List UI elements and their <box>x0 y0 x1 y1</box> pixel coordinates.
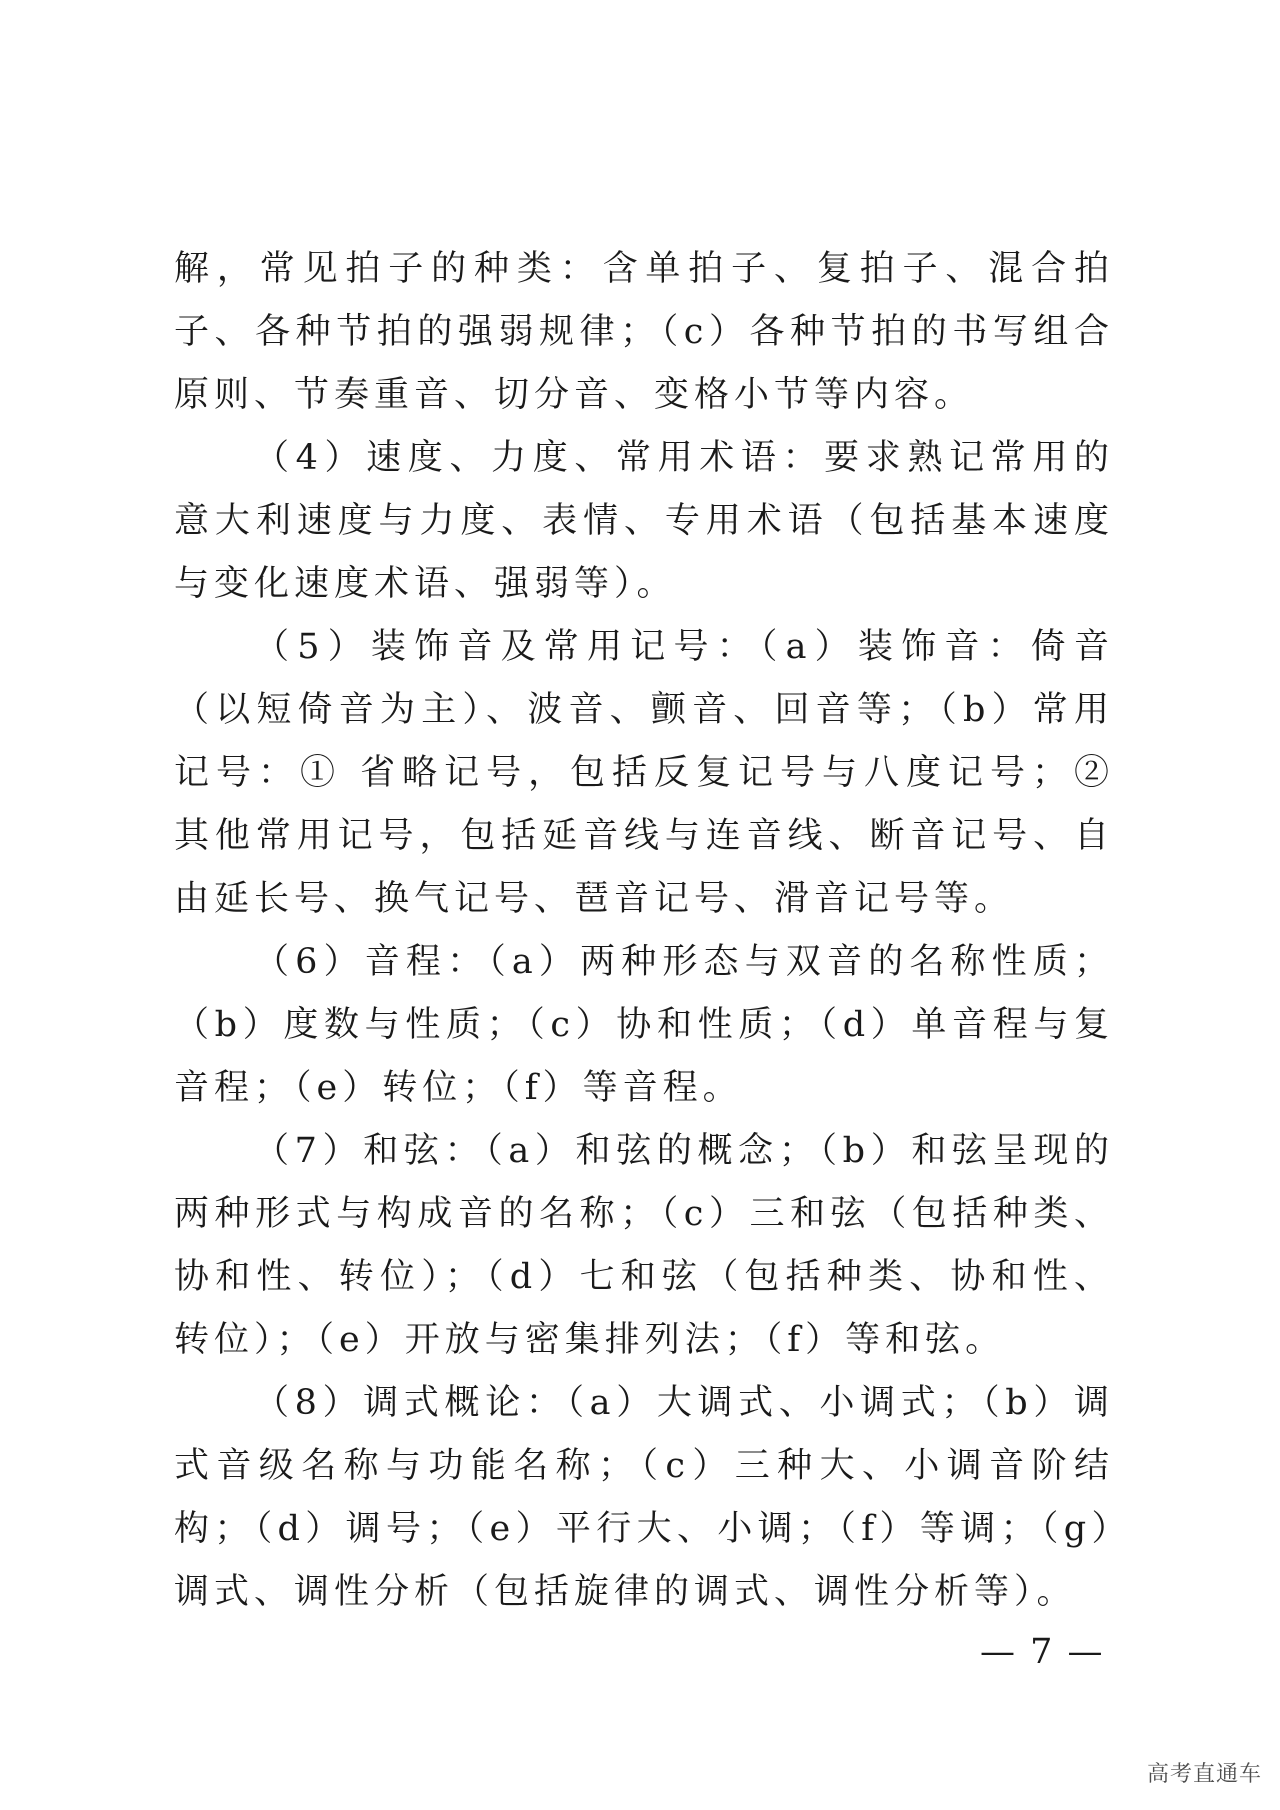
watermark: 高考直通车 <box>1146 1762 1262 1787</box>
paragraph-5-ornaments-symbols: （5）装饰音及常用记号：（a）装饰音：倚音（以短倚音为主）、波音、颤音、回音等；（b）常用记号：① 省略记号，包括反复记号与八度记号；② 其他常用记号，包括延音线与连音线、断音记号、自由延长号、换气记号、琶音记号、滑音记号等。 <box>174 627 1114 919</box>
body-text <box>174 238 1114 1624</box>
page-number: — 7 — <box>980 1632 1105 1672</box>
paragraph-continued: 解，常见拍子的种类：含单拍子、复拍子、混合拍子、各种节拍的强弱规律；（c）各种节拍的书写组合原则、节奏重音、切分音、变格小节等内容。 <box>174 249 1114 415</box>
paragraph-7-chords: （7）和弦：（a）和弦的概念；（b）和弦呈现的两种形式与构成音的名称；（c）三和弦（包括种类、协和性、转位）；（d）七和弦（包括种类、协和性、转位）；（e）开放与密集排列法；（f）等和弦。 <box>174 1131 1114 1360</box>
paragraph-8-modes: （8）调式概论：（a）大调式、小调式；（b）调式音级名称与功能名称；（c）三种大、小调音阶结构；（d）调号；（e）平行大、小调；（f）等调；（g）调式、调性分析（包括旋律的调式、调性分析等）。 <box>174 1383 1114 1612</box>
paragraph-4-tempo-dynamics: （4）速度、力度、常用术语：要求熟记常用的意大利速度与力度、表情、专用术语（包括基本速度与变化速度术语、强弱等）。 <box>174 438 1114 604</box>
paragraph-6-intervals: （6）音程：（a）两种形态与双音的名称性质；（b）度数与性质；（c）协和性质；（d）单音程与复音程；（e）转位；（f）等音程。 <box>174 942 1114 1108</box>
